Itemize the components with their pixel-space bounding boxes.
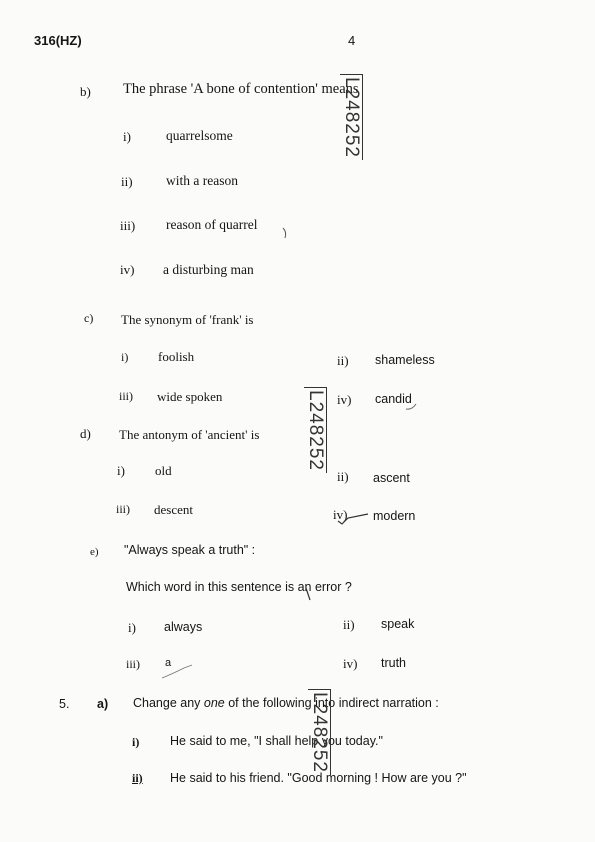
- question-c-label: c): [84, 311, 94, 325]
- question-d-prompt: The antonym of 'ancient' is: [119, 427, 260, 442]
- stamp-text: L248252: [308, 689, 331, 775]
- question-c-option-1-text: foolish: [158, 349, 195, 364]
- question-c-option-1-num: i): [121, 350, 129, 364]
- question-5-number: 5.: [59, 697, 70, 711]
- question-d-option-3-num: iii): [116, 502, 130, 516]
- question-5a-prompt-after: of the following into indirect narration :: [224, 696, 439, 710]
- pen-mark-tick: [406, 404, 416, 409]
- question-5a-prompt-emphasis: one: [203, 696, 225, 710]
- question-e-option-4-text: truth: [381, 656, 407, 670]
- question-c-option-2-num: ii): [337, 353, 349, 368]
- question-e-option-1-text: always: [164, 620, 203, 634]
- question-b-option-3-text: reason of quarrel: [166, 217, 258, 232]
- question-d-option-2-text: ascent: [373, 471, 410, 485]
- paper-code: 316(HZ): [34, 33, 82, 48]
- page-number: 4: [348, 33, 356, 48]
- question-b-option-1-num: i): [123, 129, 131, 144]
- question-d-option-1-num: i): [117, 463, 125, 478]
- question-5a-label: a): [97, 697, 109, 711]
- question-b-option-2-num: ii): [121, 174, 133, 189]
- question-b-option-2-text: with a reason: [166, 173, 238, 188]
- pen-mark-stroke: [162, 665, 192, 678]
- question-e-label: e): [90, 546, 99, 558]
- pen-mark-tick: [283, 228, 286, 238]
- question-c-option-4-num: iv): [337, 392, 352, 407]
- stamp-text: L248252: [340, 74, 363, 160]
- question-c-option-3-text: wide spoken: [157, 389, 223, 404]
- question-e-option-2-num: ii): [343, 617, 355, 632]
- pen-mark-tick: [338, 514, 368, 524]
- question-e-option-3-num: iii): [126, 657, 140, 671]
- question-e-option-1-num: i): [128, 620, 136, 635]
- question-b-option-1-text: quarrelsome: [166, 128, 233, 143]
- question-d-option-3-text: descent: [154, 502, 193, 517]
- question-b-prompt: The phrase 'A bone of contention' means: [123, 81, 359, 97]
- question-b-option-4-num: iv): [120, 262, 135, 277]
- question-e-quote: "Always speak a truth" :: [124, 543, 256, 557]
- question-c-option-3-num: iii): [119, 389, 133, 403]
- stamp-text: L248252: [304, 387, 327, 473]
- question-b-label: b): [80, 84, 91, 99]
- question-b-option-4-text: a disturbing man: [163, 262, 254, 277]
- question-b-option-3-num: iii): [120, 218, 136, 233]
- question-c-prompt: The synonym of 'frank' is: [121, 312, 254, 327]
- question-d-label: d): [80, 426, 91, 441]
- question-d-option-1-text: old: [155, 463, 172, 478]
- question-e-option-4-num: iv): [343, 656, 358, 671]
- question-5a-item-2-num: ii): [132, 771, 143, 785]
- question-e-option-3-text: a: [165, 657, 172, 669]
- question-5a-item-1-text: He said to me, "I shall help you today.": [170, 734, 383, 748]
- pen-mark-stroke: [306, 588, 310, 600]
- question-5a-item-1-num: i): [132, 735, 140, 749]
- question-e-prompt: Which word in this sentence is an error ?: [126, 580, 352, 594]
- question-d-option-2-num: ii): [337, 469, 349, 484]
- question-d-option-4-text: modern: [373, 509, 416, 523]
- question-5a-prompt-before: Change any: [133, 696, 204, 710]
- question-5a-item-2-text: He said to his friend. "Good morning ! How are you ?": [170, 771, 467, 785]
- question-c-option-4-text: candid: [375, 392, 412, 406]
- question-c-option-2-text: shameless: [375, 353, 435, 367]
- question-e-option-2-text: speak: [381, 617, 415, 631]
- question-d-option-4-num: iv): [333, 507, 348, 522]
